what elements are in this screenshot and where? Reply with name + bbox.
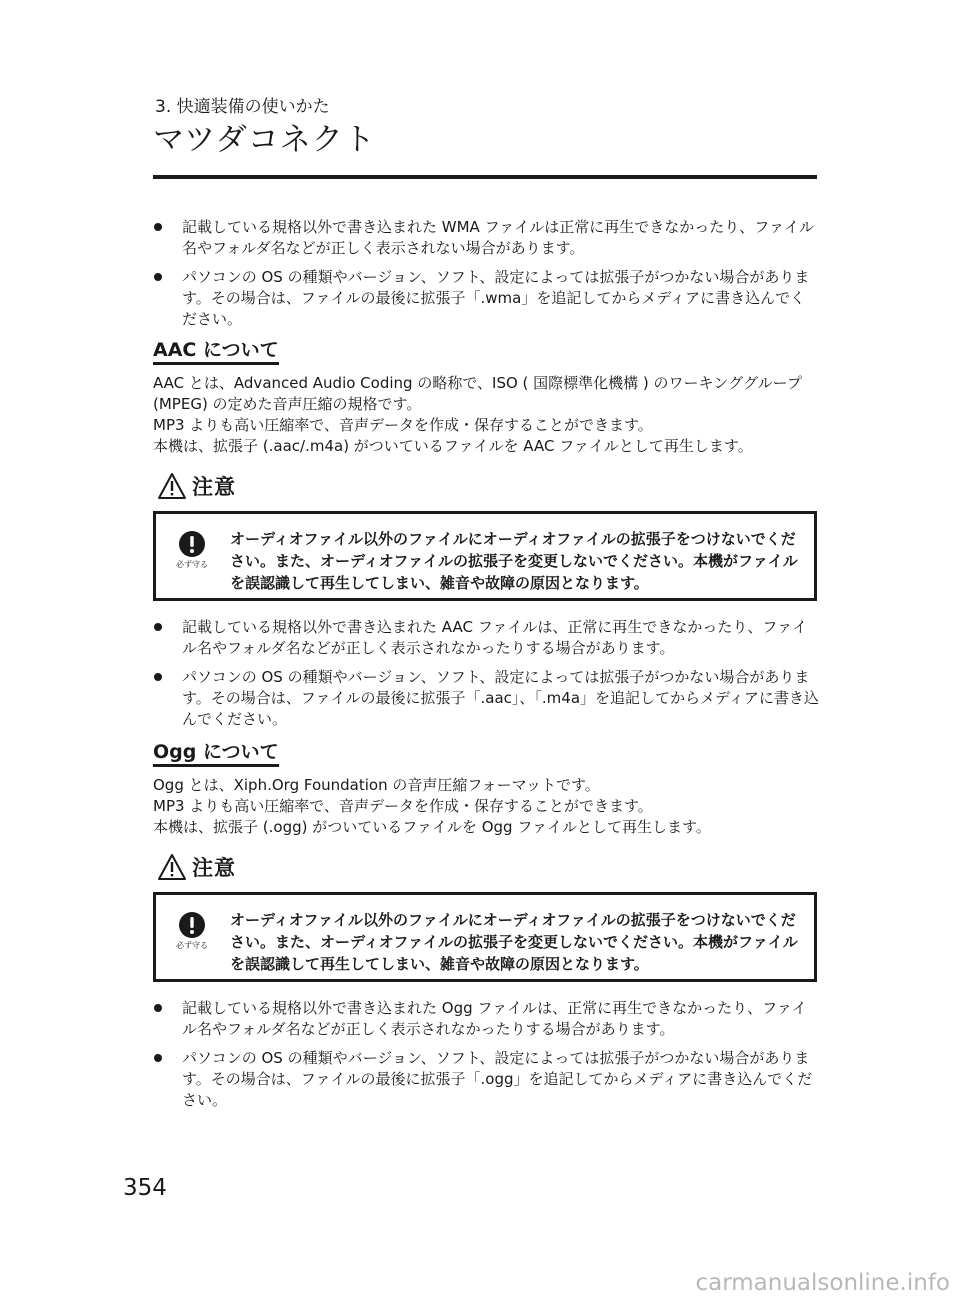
must-follow-caption: 必ず守る (176, 560, 208, 569)
bullet-icon (154, 1054, 162, 1062)
list-item (153, 217, 819, 259)
watermark: carmanualsonline.info (695, 1270, 950, 1296)
aac-section (153, 338, 819, 730)
page-number: 354 (123, 1175, 167, 1201)
paragraph: MP3 よりも高い圧縮率で、音声データを作成・保存することができます。 (153, 797, 653, 815)
paragraph: AAC とは、Advanced Audio Coding の略称で、ISO ( 国際標準化機構 ) のワーキンググループ (MPEG) の定めた音声圧縮の規格です。 (153, 374, 802, 413)
exclamation-circle-icon (178, 911, 206, 939)
bullet-icon (154, 673, 162, 681)
page-header (153, 96, 819, 179)
exclamation-circle-icon (178, 530, 206, 558)
paragraph: Ogg とは、Xiph.Org Foundation の音声圧縮フォーマットです。 (153, 776, 600, 794)
warning-triangle-icon (157, 853, 187, 881)
bullet-icon (154, 273, 162, 281)
must-follow-caption: 必ず守る (176, 941, 208, 950)
ogg-section (153, 740, 819, 1111)
paragraph: 本機は、拡張子 (.aac/.m4a) がついているファイルを AAC ファイルとして再生します。 (153, 437, 753, 455)
chapter-label: 3. 快適装備の使いかた (155, 97, 330, 117)
wma-bullet-list (153, 217, 819, 330)
paragraph: MP3 よりも高い圧縮率で、音声データを作成・保存することができます。 (153, 416, 653, 434)
aac-description (153, 373, 819, 457)
ogg-heading: Ogg について (153, 740, 279, 767)
caution-heading (157, 471, 819, 501)
list-item (153, 1048, 819, 1111)
list-item-text: 記載している規格以外で書き込まれた AAC ファイルは、正常に再生できなかったり、ファイル名やフォルダ名などが正しく表示されなかったりする場合があります。 (182, 618, 808, 657)
caution-label: 注意 (192, 856, 236, 880)
caution-text: オーディオファイル以外のファイルにオーディオファイルの拡張子をつけないでください。また、オーディオファイルの拡張子を変更しないでください。本機がファイルを誤認識して再生してしまい、雑音や故障の原因となります。 (230, 530, 798, 592)
list-item-text: 記載している規格以外で書き込まれた WMA ファイルは正常に再生できなかったり、ファイル名やフォルダ名などが正しく表示されない場合があります。 (182, 218, 814, 257)
must-follow-mark (172, 911, 212, 951)
list-item (153, 667, 819, 730)
list-item-text: 記載している規格以外で書き込まれた Ogg ファイルは、正常に再生できなかったり、ファイル名やフォルダ名などが正しく表示されなかったりする場合があります。 (182, 999, 807, 1038)
list-item (153, 998, 819, 1040)
list-item (153, 267, 819, 330)
aac-bullet-list (153, 617, 819, 730)
caution-label: 注意 (192, 475, 236, 499)
must-follow-mark (172, 530, 212, 570)
ogg-description (153, 775, 819, 838)
paragraph: 本機は、拡張子 (.ogg) がついているファイルを Ogg ファイルとして再生します。 (153, 818, 711, 836)
aac-heading: AAC について (153, 338, 279, 365)
ogg-bullet-list (153, 998, 819, 1111)
list-item-text: パソコンの OS の種類やバージョン、ソフト、設定によっては拡張子がつかない場合があります。その場合は、ファイルの最後に拡張子「.wma」を追記してからメディアに書き込んでください。 (182, 268, 810, 328)
list-item (153, 617, 819, 659)
list-item-text: パソコンの OS の種類やバージョン、ソフト、設定によっては拡張子がつかない場合があります。その場合は、ファイルの最後に拡張子「.aac」、「.m4a」を追記してからメディアに書き込んでください。 (182, 668, 819, 728)
caution-heading (157, 852, 819, 882)
caution-text: オーディオファイル以外のファイルにオーディオファイルの拡張子をつけないでください。また、オーディオファイルの拡張子を変更しないでください。本機がファイルを誤認識して再生してしまい、雑音や故障の原因となります。 (230, 911, 798, 973)
header-divider (153, 175, 817, 179)
bullet-icon (154, 223, 162, 231)
caution-box (153, 511, 817, 601)
list-item-text: パソコンの OS の種類やバージョン、ソフト、設定によっては拡張子がつかない場合があります。その場合は、ファイルの最後に拡張子「.ogg」を追記してからメディアに書き込んでください。 (182, 1049, 813, 1109)
warning-triangle-icon (157, 472, 187, 500)
manual-page (153, 96, 819, 1119)
caution-box (153, 892, 817, 982)
page-title: マツダコネクト (153, 122, 376, 158)
bullet-icon (154, 1004, 162, 1012)
bullet-icon (154, 623, 162, 631)
